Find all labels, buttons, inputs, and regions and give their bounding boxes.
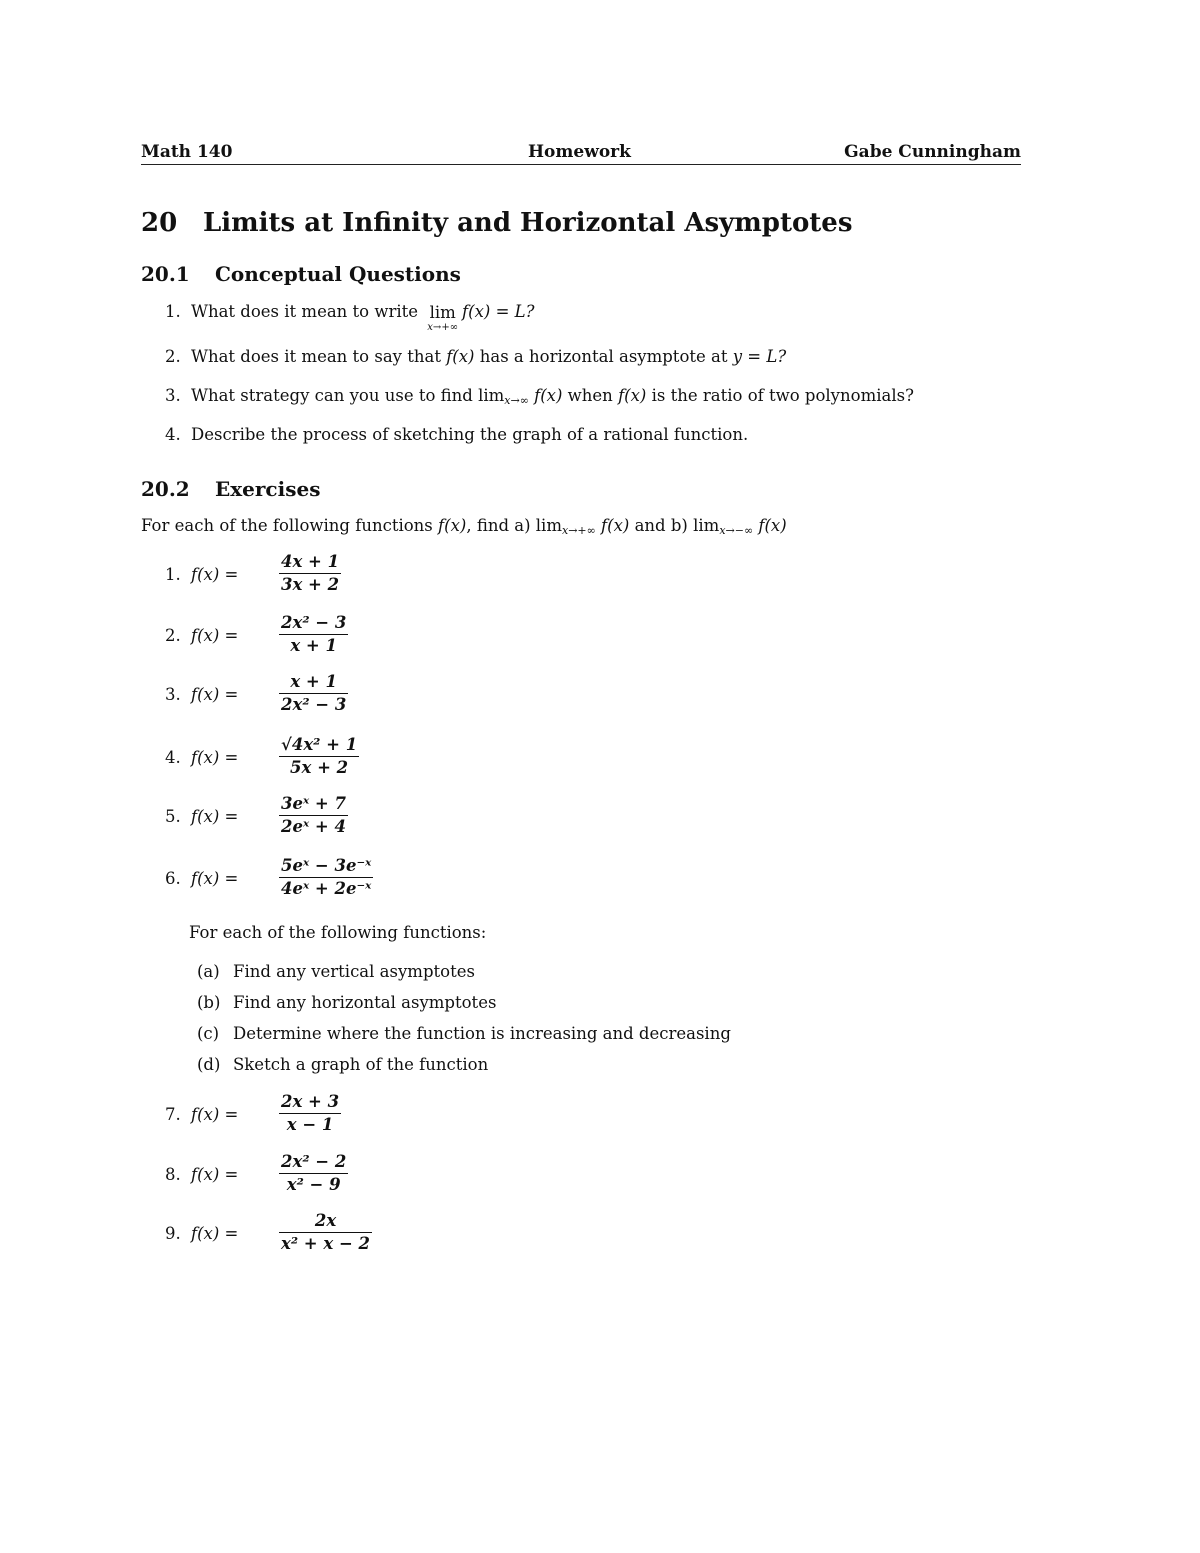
exercise-number: 3. xyxy=(165,685,181,704)
function-lhs: f(x) = xyxy=(191,565,239,584)
question-1 xyxy=(165,302,534,333)
limit-equation: f(x) = L? xyxy=(462,302,535,321)
function-lhs: f(x) = xyxy=(191,807,239,826)
question-text: What does it mean to write xyxy=(191,302,419,321)
question-number: 4. xyxy=(165,425,181,444)
instructions: For each of the following functions: xyxy=(189,923,487,942)
fraction xyxy=(279,855,373,900)
denominator: x − 1 xyxy=(286,1115,334,1134)
question-text: when xyxy=(567,386,613,405)
part-label: (c) xyxy=(197,1024,220,1043)
asymptote-equation: y = L? xyxy=(732,347,787,366)
denominator: 3x + 2 xyxy=(281,575,340,594)
question-text: What strategy can you use to find lim xyxy=(191,386,505,405)
function-lhs: f(x) = xyxy=(191,1105,239,1124)
denominator: 5x + 2 xyxy=(290,758,349,777)
exercise-number: 6. xyxy=(165,869,181,888)
function-symbol: f(x) xyxy=(534,386,563,405)
part-text: Sketch a graph of the function xyxy=(233,1055,489,1074)
denominator: 2eˣ + 4 xyxy=(281,817,346,836)
numerator: 2x xyxy=(279,1210,372,1233)
denominator: 2x² − 3 xyxy=(281,695,347,714)
function-lhs: f(x) = xyxy=(191,748,239,767)
exercise-number: 9. xyxy=(165,1224,181,1243)
part-item xyxy=(197,1024,731,1043)
subsection-title: Conceptual Questions xyxy=(215,262,461,286)
section-title: Limits at Infinity and Horizontal Asymptotes xyxy=(203,208,853,238)
course-label: Math 140 xyxy=(141,142,233,162)
fraction xyxy=(279,793,348,838)
denominator: 4eˣ + 2e⁻ˣ xyxy=(281,879,372,898)
fraction xyxy=(279,734,359,779)
numerator: 4x + 1 xyxy=(279,551,341,574)
question-2 xyxy=(165,347,786,366)
fraction xyxy=(279,1151,348,1196)
question-number: 1. xyxy=(165,302,181,321)
question-text: Describe the process of sketching the graph of a rational function. xyxy=(191,425,749,444)
question-3 xyxy=(165,386,914,407)
subsection-number: 20.2 xyxy=(141,477,190,501)
fraction xyxy=(279,1091,341,1136)
exercise-number: 7. xyxy=(165,1105,181,1124)
section-number: 20 xyxy=(141,208,178,238)
subsection-title: Exercises xyxy=(215,477,321,501)
numerator: 2x + 3 xyxy=(279,1091,341,1114)
page-header xyxy=(141,140,1021,165)
part-label: (b) xyxy=(197,993,221,1012)
subsection-heading-exercises xyxy=(141,477,320,501)
section-heading xyxy=(141,208,852,238)
part-item xyxy=(197,962,475,981)
numerator: 2x² − 2 xyxy=(279,1151,348,1174)
fraction xyxy=(279,1210,372,1255)
question-text: has a horizontal asymptote at xyxy=(479,347,728,366)
exercise-number: 8. xyxy=(165,1165,181,1184)
denominator: x + 1 xyxy=(290,636,337,655)
question-4 xyxy=(165,425,748,444)
part-text: Find any vertical asymptotes xyxy=(233,962,475,981)
lim-subscript: x→+∞ xyxy=(561,524,596,537)
function-lhs: f(x) = xyxy=(191,1224,239,1243)
lim-subscript: x→+∞ xyxy=(427,322,459,333)
part-item xyxy=(197,1055,488,1074)
function-lhs: f(x) = xyxy=(191,626,239,645)
doc-type-label: Homework xyxy=(528,142,631,162)
intro-text: and b) lim xyxy=(634,516,720,535)
numerator: x + 1 xyxy=(279,671,348,694)
subsection-heading-conceptual xyxy=(141,262,461,286)
fraction xyxy=(279,612,348,657)
exercise-number: 4. xyxy=(165,748,181,767)
part-label: (d) xyxy=(197,1055,221,1074)
exercise-number: 1. xyxy=(165,565,181,584)
exercise-number: 2. xyxy=(165,626,181,645)
function-symbol: f(x) xyxy=(758,516,787,535)
question-text: is the ratio of two polynomials? xyxy=(651,386,914,405)
fraction xyxy=(279,671,348,716)
function-symbol: f(x) xyxy=(446,347,475,366)
limit-expression xyxy=(427,302,459,334)
part-item xyxy=(197,993,496,1012)
function-symbol: f(x) xyxy=(601,516,630,535)
subsection-number: 20.1 xyxy=(141,262,190,286)
numerator: 5eˣ − 3e⁻ˣ xyxy=(279,855,373,878)
question-text: What does it mean to say that xyxy=(191,347,441,366)
part-text: Find any horizontal asymptotes xyxy=(233,993,497,1012)
part-label: (a) xyxy=(197,962,220,981)
lim-subscript: x→∞ xyxy=(504,394,529,407)
denominator: x² − 9 xyxy=(286,1175,341,1194)
lim-label: lim xyxy=(429,302,456,322)
author-label: Gabe Cunningham xyxy=(844,142,1021,162)
function-lhs: f(x) = xyxy=(191,1165,239,1184)
function-symbol: f(x) xyxy=(618,386,647,405)
intro-text: , find a) lim xyxy=(466,516,562,535)
part-text: Determine where the function is increasing and decreasing xyxy=(233,1024,731,1043)
intro-text: For each of the following functions xyxy=(141,516,433,535)
fraction xyxy=(279,551,341,596)
question-number: 2. xyxy=(165,347,181,366)
exercise-number: 5. xyxy=(165,807,181,826)
function-lhs: f(x) = xyxy=(191,869,239,888)
function-symbol: f(x) xyxy=(438,516,467,535)
numerator: √4x² + 1 xyxy=(279,734,359,757)
numerator: 3eˣ + 7 xyxy=(279,793,348,816)
function-lhs: f(x) = xyxy=(191,685,239,704)
lim-subscript: x→−∞ xyxy=(719,524,754,537)
question-number: 3. xyxy=(165,386,181,405)
numerator: 2x² − 3 xyxy=(279,612,348,635)
denominator: x² + x − 2 xyxy=(281,1234,371,1253)
exercises-intro xyxy=(141,516,787,537)
